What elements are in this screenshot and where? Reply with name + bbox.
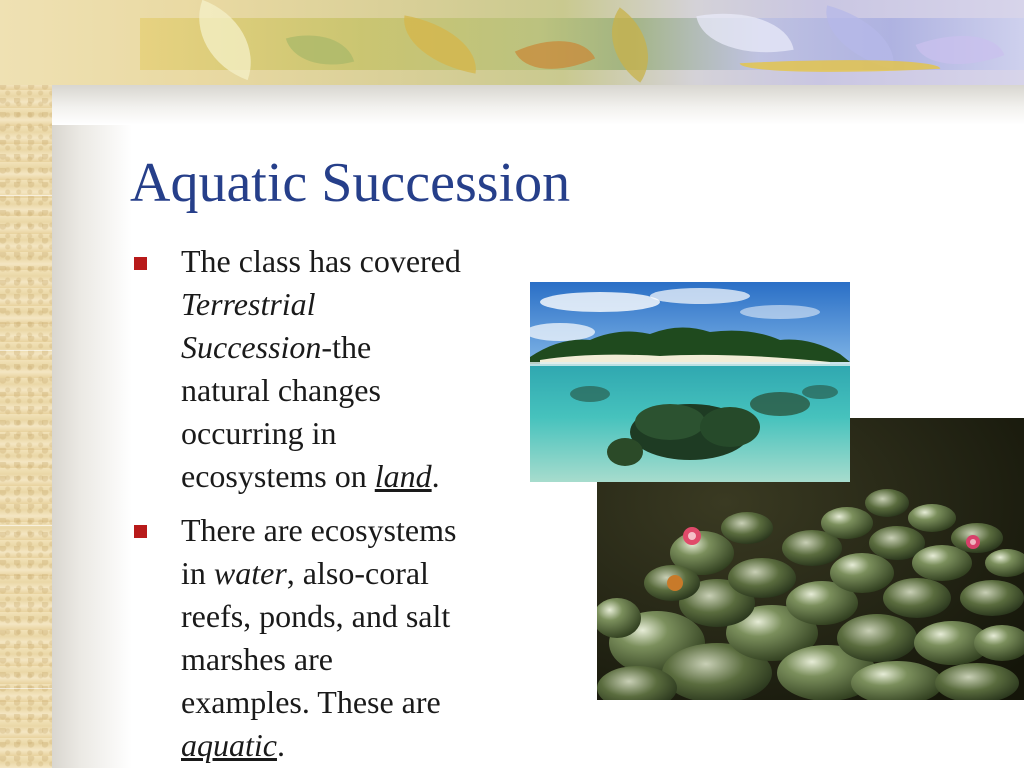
bullet-line: The class has covered <box>181 243 461 279</box>
bullet-marker <box>134 525 147 538</box>
bullet-line: aquatic. <box>181 727 285 763</box>
underlined-term: aquatic <box>181 727 277 763</box>
bullet-line: natural changes <box>181 372 381 408</box>
coral-reef-island-photo <box>530 282 850 482</box>
bullet-line: Succession-the <box>181 329 372 365</box>
bullet-line: There are ecosystems <box>181 512 457 548</box>
bullet-line: marshes are <box>181 641 333 677</box>
banner-shadow <box>52 85 1024 125</box>
bullet-marker <box>134 257 147 270</box>
bullet-line <box>181 283 461 326</box>
decorative-banner <box>0 0 1024 85</box>
bullet-item-2 <box>181 509 456 767</box>
italic-term: water <box>213 555 287 591</box>
parchment-strip <box>0 0 52 768</box>
bullet-item-1 <box>181 240 461 498</box>
bullet-line: occurring in <box>181 415 337 451</box>
bullet-line: examples. These are <box>181 684 441 720</box>
bullet-line: ecosystems on land. <box>181 458 440 494</box>
left-shadow <box>52 85 132 768</box>
italic-term: Terrestrial <box>181 286 316 322</box>
bullet-line: reefs, ponds, and salt <box>181 598 451 634</box>
underlined-term: land <box>374 458 432 494</box>
italic-term: Succession <box>181 329 322 365</box>
bullet-line: in water, also-coral <box>181 555 429 591</box>
slide-title: Aquatic Succession <box>130 152 571 214</box>
